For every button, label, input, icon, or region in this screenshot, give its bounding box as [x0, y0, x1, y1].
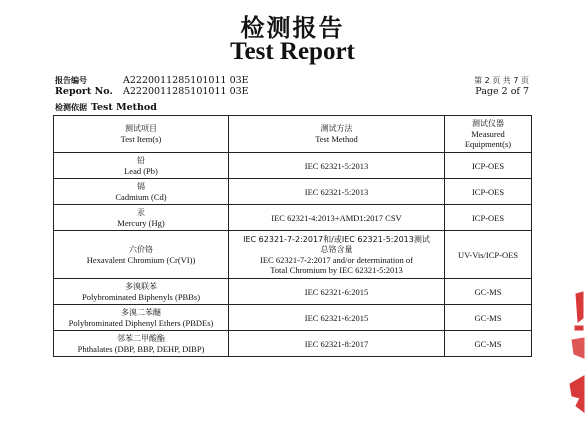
stamp-mark-bottom	[570, 376, 584, 412]
item-cn: 镉	[137, 181, 145, 191]
cell-equipment: UV-Vis/ICP-OES	[445, 231, 532, 279]
page-number-en: Page 2 of 7	[475, 86, 529, 97]
cell-method: IEC 62321-5:2013	[229, 179, 445, 205]
cell-method: IEC 62321-6:2015	[229, 279, 445, 305]
header-equip-en2: Equipment(s)	[464, 139, 512, 149]
report-title-en: Test Report	[230, 38, 355, 65]
cell-equipment: ICP-OES	[445, 153, 532, 179]
report-no-label-en: Report No.	[55, 86, 113, 97]
item-cn: 铅	[137, 155, 145, 165]
cell-method: IEC 62321-4:2013+AMD1:2017 CSV	[229, 205, 445, 231]
item-en: Polybrominated Diphenyl Ethers (PBDEs)	[68, 317, 214, 328]
item-cn: 汞	[137, 207, 145, 217]
test-method-label	[55, 102, 161, 113]
table-row	[54, 205, 532, 231]
method-line-1: IEC 62321-7-2:2017和/或IEC 62321-5:2013测试	[243, 234, 430, 244]
test-method-label-en: Test Method	[91, 102, 157, 113]
stamp-mark-bar	[575, 326, 583, 330]
header-equip-en1: Measured	[471, 129, 505, 139]
header-item-cn: 测试项目	[125, 124, 157, 133]
cell-item	[54, 231, 229, 279]
cell-item	[54, 153, 229, 179]
report-no-label-cn: 报告编号	[55, 76, 87, 85]
cell-method	[229, 231, 445, 279]
item-en: Hexavalent Chromium (Cr(VI))	[86, 254, 196, 265]
item-en: Lead (Pb)	[124, 165, 158, 176]
page-number-block	[474, 75, 529, 97]
item-en: Cadmium (Cd)	[115, 191, 167, 202]
table-header-row	[54, 116, 532, 153]
cell-equipment: ICP-OES	[445, 205, 532, 231]
cell-item	[54, 279, 229, 305]
header-test-method	[229, 116, 445, 153]
test-method-label-cn: 检测依据	[55, 103, 87, 112]
report-no-value-cn: A2220011285101011 03E	[123, 75, 249, 86]
header-equipment	[445, 116, 532, 153]
stamp-mark-mid	[572, 338, 584, 358]
method-line-2: 总铬含量	[320, 244, 353, 254]
item-en: Phthalates (DBP, BBP, DEHP, DIBP)	[77, 343, 205, 354]
table-row	[54, 179, 532, 205]
method-line-4: Total Chromium by IEC 62321-5:2013	[270, 264, 403, 275]
table-row	[54, 279, 532, 305]
header-test-item	[54, 116, 229, 153]
table-row	[54, 331, 532, 357]
method-line-3: IEC 62321-7-2:2017 and/or determination of	[260, 254, 413, 265]
item-cn: 多溴二苯醚	[121, 307, 161, 317]
cell-item	[54, 305, 229, 331]
partial-stamp-logo	[566, 288, 585, 428]
header-method-en: Test Method	[315, 134, 358, 144]
cell-item	[54, 205, 229, 231]
table-row	[54, 153, 532, 179]
table-row	[54, 305, 532, 331]
cell-method: IEC 62321-6:2015	[229, 305, 445, 331]
cell-method: IEC 62321-5:2013	[229, 153, 445, 179]
item-cn: 多溴联苯	[125, 281, 157, 291]
report-title-cn: 检测报告	[240, 14, 345, 42]
table-row	[54, 231, 532, 279]
report-number-block	[55, 75, 249, 97]
cell-method: IEC 62321-8:2017	[229, 331, 445, 357]
item-en: Mercury (Hg)	[117, 217, 165, 228]
cell-equipment: GC-MS	[445, 305, 532, 331]
header-method-cn: 测试方法	[320, 124, 353, 133]
cell-item	[54, 331, 229, 357]
item-en: Polybrominated Biphenyls (PBBs)	[81, 291, 201, 302]
page-number-cn: 第 2 页 共 7 页	[474, 76, 529, 85]
cell-equipment: GC-MS	[445, 331, 532, 357]
report-no-value-en: A2220011285101011 03E	[123, 86, 249, 97]
header-item-en: Test Item(s)	[120, 134, 162, 144]
header-equip-cn: 测试仪器	[472, 119, 504, 128]
stamp-mark-top	[576, 292, 583, 322]
cell-equipment: ICP-OES	[445, 179, 532, 205]
cell-item	[54, 179, 229, 205]
item-cn: 邻苯二甲酸酯	[117, 333, 165, 343]
cell-equipment: GC-MS	[445, 279, 532, 305]
item-cn: 六价铬	[129, 244, 153, 254]
test-method-table	[53, 115, 532, 357]
